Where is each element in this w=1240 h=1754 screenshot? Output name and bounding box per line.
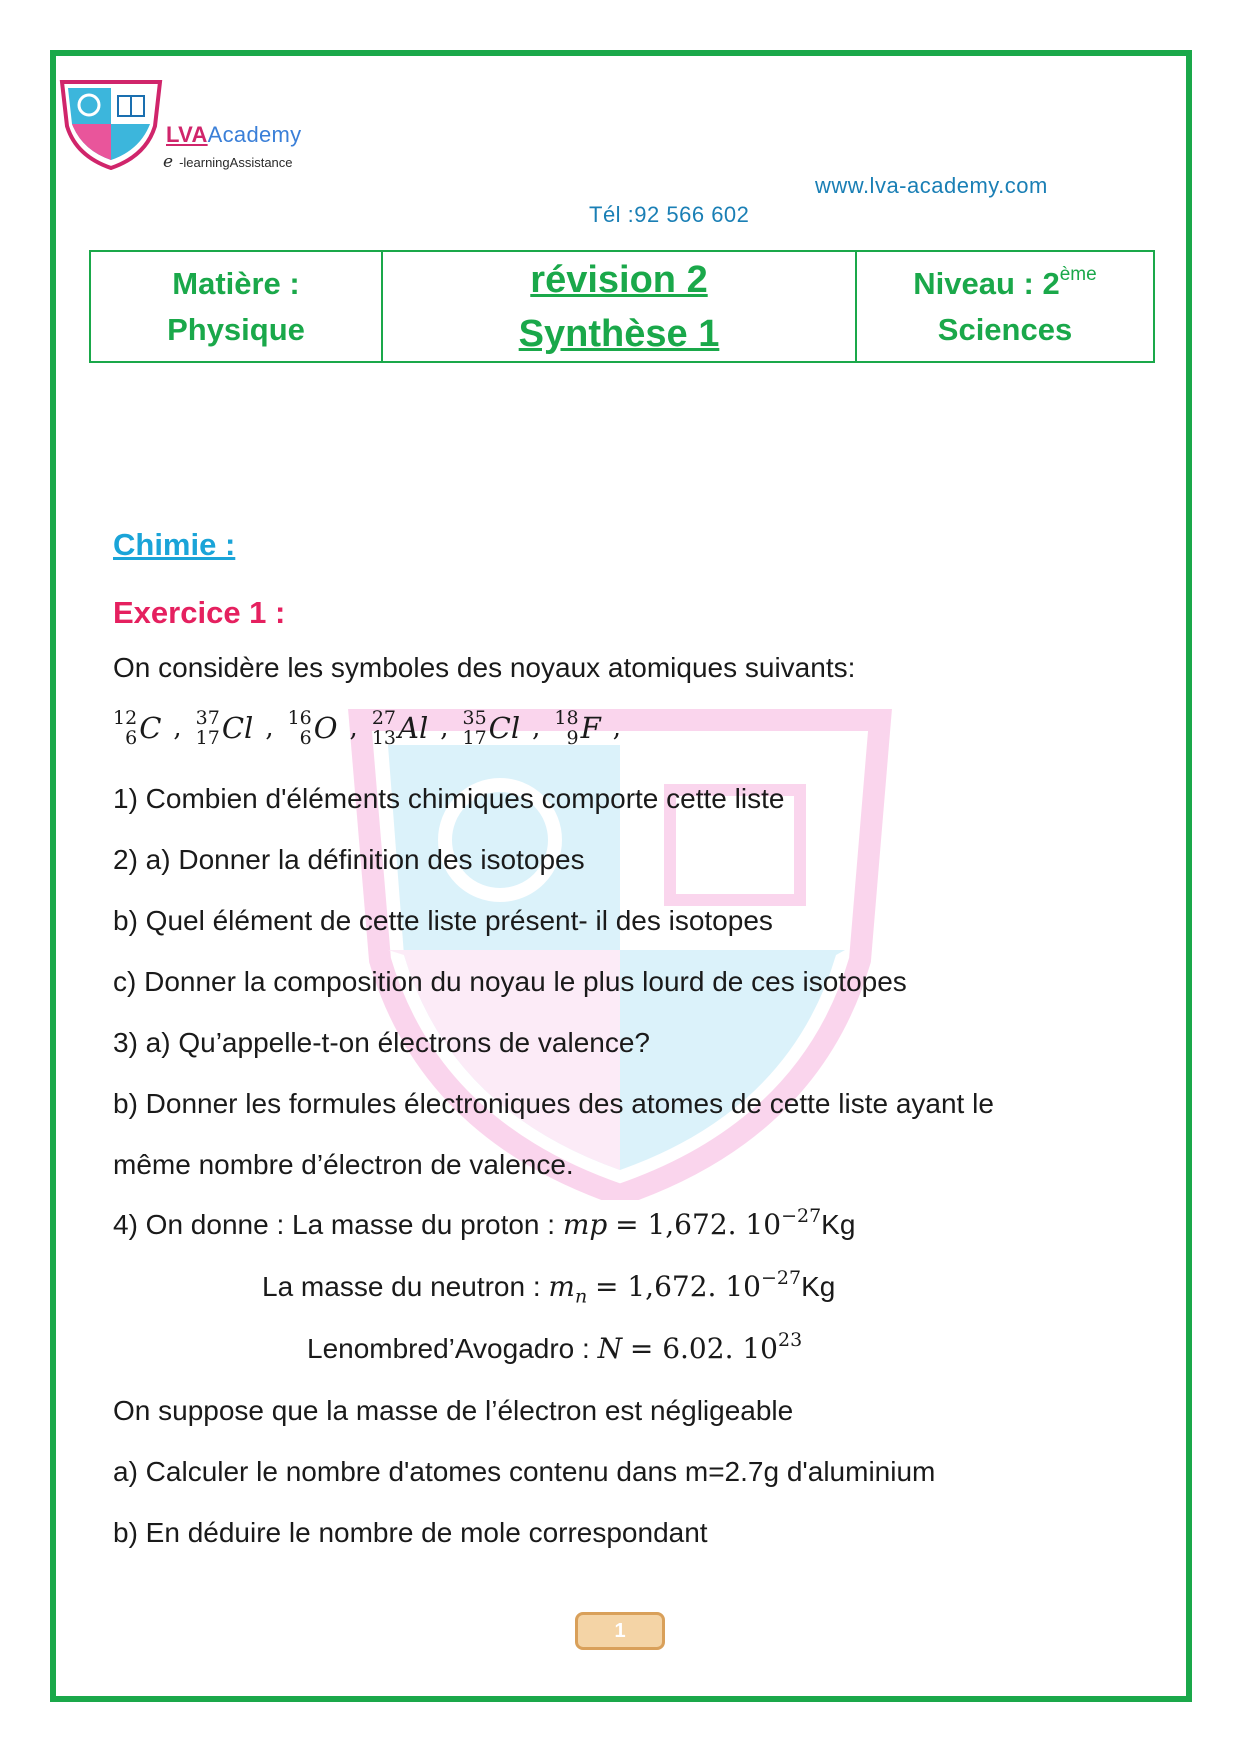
question-2a: 2) a) Donner la définition des isotopes xyxy=(113,844,585,875)
question-3b-line-1: b) Donner les formules électroniques des atomes de cette liste ayant le xyxy=(113,1088,994,1119)
question-4a: a) Calculer le nombre d'atomes contenu dans m=2.7g d'aluminium xyxy=(113,1456,936,1487)
website-link[interactable]: www.lva-academy.com xyxy=(815,173,1048,198)
exercise-intro: On considère les symboles des noyaux atomiques suivants: xyxy=(113,652,856,683)
subject-value: Physique xyxy=(167,311,305,347)
subject-cell xyxy=(91,252,383,361)
level-label: Niveau : 2ème xyxy=(913,263,1097,301)
question-2b: b) Quel élément de cette liste présent- il des isotopes xyxy=(113,905,773,936)
level-cell xyxy=(857,252,1153,361)
question-1: 1) Combien d'éléments chimiques comporte cette liste xyxy=(113,783,785,814)
title-cell xyxy=(383,252,857,361)
nuclide-list: 12 6 C , 37 17 Cl , 16 6 O , 27 13 Al , 35 17 Cl , 18 9 F , xyxy=(113,707,621,749)
question-4-neutron: La masse du neutron : $m_n = 1,672$. $10^{-27}Kg$ xyxy=(262,1267,836,1308)
title-line-2: Synthèse 1 xyxy=(518,312,720,355)
page-number-badge: 1 xyxy=(575,1612,665,1650)
question-3b-line-2: même nombre d’électron de valence. xyxy=(113,1149,574,1180)
brand-tagline: e -learningAssistance xyxy=(163,152,293,172)
brand-name: LVAAcademy xyxy=(166,122,302,147)
exercise-title: Exercice 1 : xyxy=(113,595,286,630)
academy-logo xyxy=(58,78,164,170)
level-value: Sciences xyxy=(937,311,1073,347)
phone-number: Tél :92 566 602 xyxy=(589,202,750,227)
title-line-1: révision 2 xyxy=(530,258,708,301)
nuclide: 37 17 Cl xyxy=(195,707,254,749)
nuclide: 35 17 Cl xyxy=(462,707,521,749)
question-2c: c) Donner la composition du noyau le plus lourd de ces isotopes xyxy=(113,966,907,997)
nuclide: 27 13 Al xyxy=(371,707,429,749)
question-4-proton: 4) On donne : La masse du proton : mp = 1,672. $10^{-27}Kg$ xyxy=(113,1205,856,1241)
question-3a: 3) a) Qu’appelle-t-on électrons de valence? xyxy=(113,1027,650,1058)
question-4-avogadro: Lenombred’Avogadro : N = 6.02. $10^{23}$ xyxy=(307,1329,803,1365)
nuclide: 16 6 O xyxy=(287,707,338,749)
nuclide: 18 9 F xyxy=(554,707,601,749)
section-title: Chimie : xyxy=(113,527,236,562)
header-table xyxy=(89,250,1155,363)
nuclide: 12 6 C xyxy=(113,707,162,749)
question-4b: b) En déduire le nombre de mole correspondant xyxy=(113,1517,708,1548)
subject-label: Matière : xyxy=(172,265,300,301)
question-4-assumption: On suppose que la masse de l’électron est négligeable xyxy=(113,1395,794,1426)
